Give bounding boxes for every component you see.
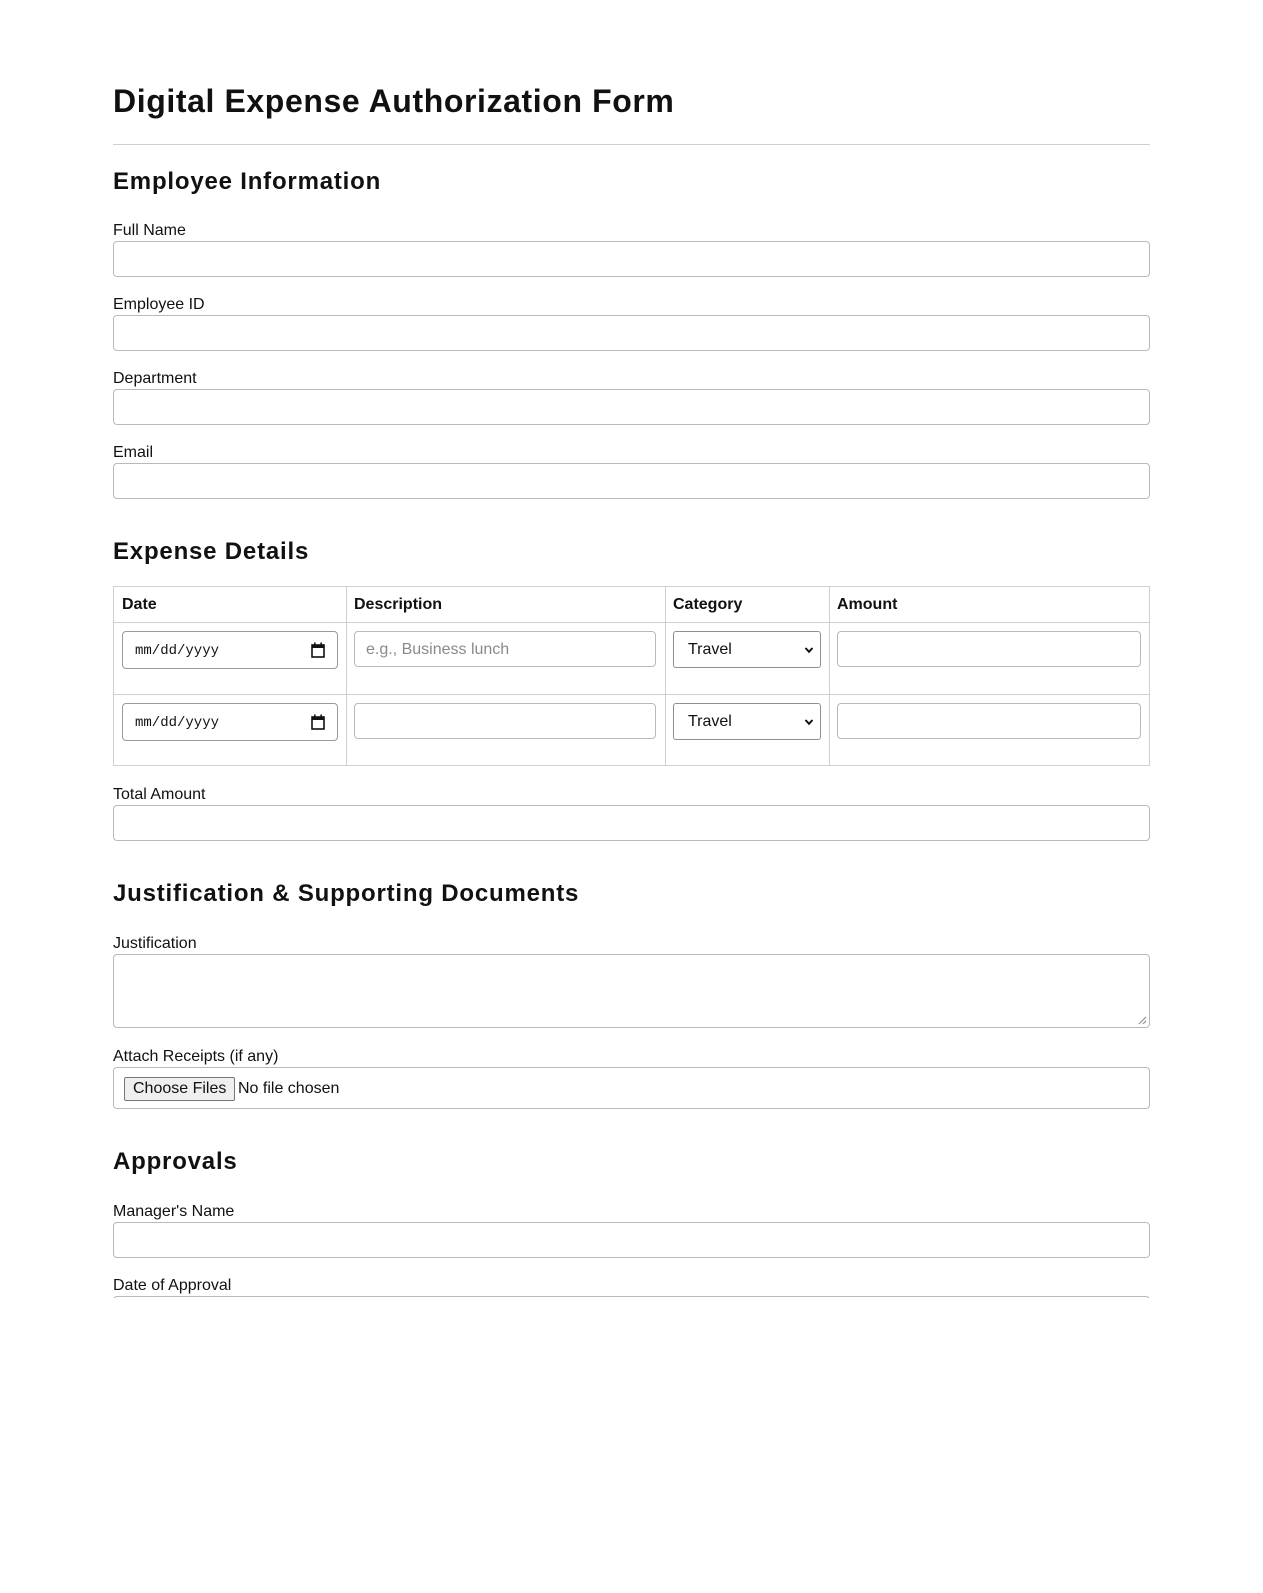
justification-section-title: Justification & Supporting Documents bbox=[113, 880, 580, 907]
column-header-amount: Amount bbox=[837, 596, 898, 613]
employee-section-title: Employee Information bbox=[113, 168, 382, 195]
row-divider bbox=[114, 694, 1149, 695]
department-label: Department bbox=[113, 370, 197, 387]
column-divider bbox=[346, 587, 347, 765]
expense-category-select[interactable] bbox=[673, 703, 821, 740]
expense-description-input[interactable] bbox=[354, 631, 656, 667]
expense-amount-input[interactable] bbox=[837, 703, 1141, 739]
page-title: Digital Expense Authorization Form bbox=[113, 83, 675, 119]
file-status-text: No file chosen bbox=[238, 1080, 340, 1097]
column-header-category: Category bbox=[673, 596, 743, 613]
email-input[interactable] bbox=[113, 463, 1150, 499]
approval-date-label: Date of Approval bbox=[113, 1277, 232, 1294]
choose-files-button[interactable]: Choose Files bbox=[124, 1077, 235, 1101]
expense-date-input[interactable] bbox=[122, 703, 338, 741]
resize-grip-icon[interactable] bbox=[1138, 1016, 1147, 1025]
email-label: Email bbox=[113, 444, 154, 461]
expense-section-title: Expense Details bbox=[113, 538, 310, 565]
column-divider bbox=[829, 587, 830, 765]
expense-amount-input[interactable] bbox=[837, 631, 1141, 667]
manager-name-input[interactable] bbox=[113, 1222, 1150, 1258]
column-divider bbox=[665, 587, 666, 765]
approval-date-input[interactable] bbox=[113, 1296, 1150, 1298]
employee-id-label: Employee ID bbox=[113, 296, 205, 313]
expense-form bbox=[113, 0, 1150, 1298]
total-amount-label: Total Amount bbox=[113, 786, 206, 803]
justification-textarea[interactable] bbox=[113, 954, 1150, 1028]
date-placeholder: mm/dd/yyyy bbox=[135, 643, 220, 659]
expense-description-input[interactable] bbox=[354, 703, 656, 739]
column-header-date: Date bbox=[122, 596, 157, 613]
category-selected-value: Travel bbox=[688, 641, 732, 658]
title-divider bbox=[113, 144, 1150, 145]
total-amount-input[interactable] bbox=[113, 805, 1150, 841]
attach-receipts-label: Attach Receipts (if any) bbox=[113, 1048, 279, 1065]
expense-date-input[interactable] bbox=[122, 631, 338, 669]
category-selected-value: Travel bbox=[688, 713, 732, 730]
employee-id-input[interactable] bbox=[113, 315, 1150, 351]
description-placeholder: e.g., Business lunch bbox=[366, 641, 510, 658]
column-header-description: Description bbox=[354, 596, 443, 613]
expense-table bbox=[113, 586, 1150, 766]
calendar-icon[interactable] bbox=[311, 642, 325, 658]
chevron-down-icon bbox=[804, 717, 814, 727]
chevron-down-icon bbox=[804, 645, 814, 655]
manager-name-label: Manager's Name bbox=[113, 1203, 235, 1220]
approvals-section-title: Approvals bbox=[113, 1148, 238, 1175]
expense-category-select[interactable] bbox=[673, 631, 821, 668]
full-name-input[interactable] bbox=[113, 241, 1150, 277]
date-placeholder: mm/dd/yyyy bbox=[135, 715, 220, 731]
department-input[interactable] bbox=[113, 389, 1150, 425]
calendar-icon[interactable] bbox=[311, 714, 325, 730]
justification-label: Justification bbox=[113, 935, 197, 952]
row-divider bbox=[114, 622, 1149, 623]
receipts-file-input[interactable] bbox=[113, 1067, 1150, 1109]
full-name-label: Full Name bbox=[113, 222, 186, 239]
